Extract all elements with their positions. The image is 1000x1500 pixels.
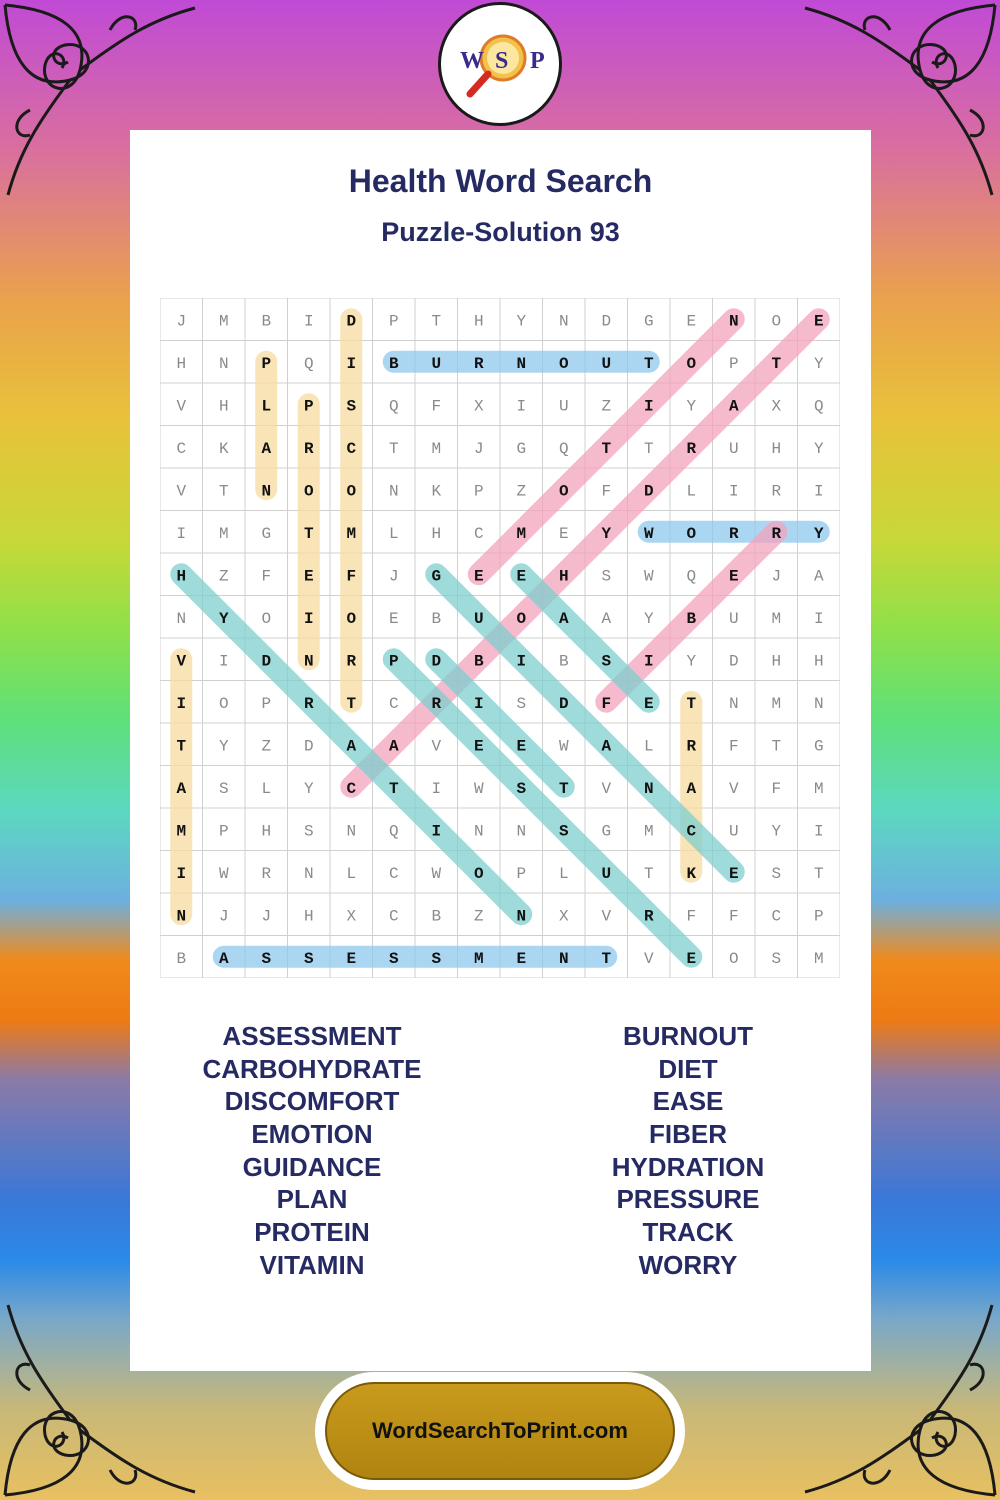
grid-cell-found: T	[601, 949, 612, 968]
word-list-item: PLAN	[276, 1184, 348, 1215]
grid-cell-found: S	[303, 949, 314, 968]
grid-cell-found: R	[431, 694, 442, 713]
grid-cell: P	[516, 864, 527, 883]
grid-cell: Z	[218, 567, 229, 586]
grid-cell: Y	[686, 652, 697, 671]
grid-cell: E	[388, 609, 399, 628]
grid-cell: Y	[813, 354, 824, 373]
grid-cell: S	[516, 694, 527, 713]
grid-cell-found: N	[176, 907, 187, 926]
word-list-item: EASE	[652, 1086, 724, 1117]
word-list-item: PRESSURE	[616, 1184, 760, 1215]
grid-cell-found: E	[346, 949, 357, 968]
grid-cell: C	[771, 907, 782, 926]
grid-cell-found: U	[601, 864, 612, 883]
grid-cell-found: A	[261, 439, 272, 458]
grid-cell: H	[473, 312, 484, 331]
grid-cell: Y	[643, 609, 654, 628]
grid-cell: N	[303, 864, 314, 883]
grid-cell: J	[473, 439, 484, 458]
grid-cell-found: O	[686, 524, 697, 543]
grid-cell-found: S	[601, 652, 612, 671]
grid-cell-found: B	[388, 354, 399, 373]
word-list-item: ASSESSMENT	[222, 1021, 402, 1051]
grid-cell-found: I	[643, 652, 654, 671]
grid-cell: E	[558, 524, 569, 543]
grid-cell: H	[771, 652, 782, 671]
grid-cell-found: I	[473, 694, 484, 713]
grid-cell-found: E	[516, 737, 527, 756]
grid-cell: I	[218, 652, 229, 671]
grid-cell-found: U	[601, 354, 612, 373]
grid-cell-found: O	[558, 482, 569, 501]
grid-cell: X	[346, 907, 357, 926]
grid-cell-found: C	[686, 822, 697, 841]
grid-cell-found: E	[728, 567, 739, 586]
grid-cell-found: N	[261, 482, 272, 501]
grid-cell: I	[813, 609, 824, 628]
grid-cell-found: R	[643, 907, 654, 926]
grid-cell: R	[261, 864, 272, 883]
page-title: Health Word Search	[348, 163, 653, 199]
site-banner[interactable]	[315, 1372, 685, 1490]
word-list-left	[162, 1020, 462, 1282]
grid-cell-found: A	[346, 737, 357, 756]
grid-cell: Y	[516, 312, 527, 331]
grid-cell: S	[771, 949, 782, 968]
grid-cell: I	[813, 482, 824, 501]
grid-cell-found: O	[473, 864, 484, 883]
grid-cell: G	[813, 737, 824, 756]
grid-cell: L	[558, 864, 569, 883]
grid-cell-found: E	[686, 949, 697, 968]
grid-cell-found: E	[728, 864, 739, 883]
grid-cell-found: U	[431, 354, 442, 373]
grid-cell-found: A	[218, 949, 229, 968]
site-logo[interactable]	[438, 2, 562, 126]
word-list-item: DIET	[658, 1053, 718, 1084]
grid-cell: N	[218, 354, 229, 373]
grid-cell-found: Y	[601, 524, 612, 543]
grid-cell: M	[813, 949, 824, 968]
grid-cell: C	[176, 439, 187, 458]
grid-cell-found: R	[686, 439, 697, 458]
grid-cell: Z	[261, 737, 272, 756]
grid-cell: P	[813, 907, 824, 926]
grid-cell: H	[261, 822, 272, 841]
grid-cell: Q	[558, 439, 569, 458]
grid-cell: N	[346, 822, 357, 841]
grid-canvas	[160, 298, 840, 978]
grid-cell-found: T	[686, 694, 697, 713]
grid-cell: I	[728, 482, 739, 501]
grid-cell-found: O	[303, 482, 314, 501]
grid-cell-found: O	[346, 609, 357, 628]
grid-cell: D	[728, 652, 739, 671]
grid-cell-found: I	[431, 822, 442, 841]
grid-cell-found: S	[346, 397, 357, 416]
grid-cell: V	[601, 907, 612, 926]
grid-cell: T	[218, 482, 229, 501]
word-list-item: BURNOUT	[623, 1021, 753, 1051]
grid-cell: I	[176, 524, 187, 543]
grid-cell: N	[728, 694, 739, 713]
grid-cell-found: T	[176, 737, 187, 756]
word-list-item: PROTEIN	[254, 1217, 370, 1248]
grid-cell-found: P	[261, 354, 272, 373]
grid-cell: B	[431, 609, 442, 628]
grid-cell: J	[176, 312, 187, 331]
word-list-item: VITAMIN	[259, 1249, 365, 1280]
grid-cell: A	[601, 609, 612, 628]
grid-cell: H	[218, 397, 229, 416]
word-search-grid	[160, 298, 840, 978]
logo-letter-w: W	[460, 48, 484, 74]
grid-cell: H	[771, 439, 782, 458]
grid-cell: P	[218, 822, 229, 841]
grid-cell: C	[388, 907, 399, 926]
grid-cell-found: G	[431, 567, 442, 586]
grid-cell-found: E	[813, 312, 824, 331]
grid-cell: F	[728, 737, 739, 756]
grid-cell: N	[558, 312, 569, 331]
grid-cell-found: S	[558, 822, 569, 841]
grid-cell: M	[431, 439, 442, 458]
grid-cell-found: K	[686, 864, 697, 883]
grid-cell: O	[728, 949, 739, 968]
grid-cell-found: L	[261, 397, 272, 416]
grid-cell-found: N	[643, 779, 654, 798]
grid-cell: K	[218, 439, 229, 458]
grid-cell-found: R	[686, 737, 697, 756]
grid-cell-found: D	[261, 652, 272, 671]
grid-cell-found: I	[643, 397, 654, 416]
word-list-item: GUIDANCE	[242, 1151, 382, 1182]
grid-cell: F	[601, 482, 612, 501]
grid-cell: T	[643, 439, 654, 458]
grid-cell: R	[771, 482, 782, 501]
grid-cell: T	[431, 312, 442, 331]
grid-cell: L	[346, 864, 357, 883]
grid-cell-found: E	[643, 694, 654, 713]
grid-cell: I	[813, 822, 824, 841]
grid-cell: A	[813, 567, 824, 586]
grid-cell: E	[686, 312, 697, 331]
magnifier-icon	[448, 24, 552, 104]
grid-cell-found: I	[303, 609, 314, 628]
grid-cell: F	[728, 907, 739, 926]
logo-letter-p: P	[530, 48, 545, 74]
grid-cell-found: N	[516, 907, 527, 926]
grid-cell: J	[261, 907, 272, 926]
grid-cell-found: R	[303, 694, 314, 713]
grid-cell: T	[771, 737, 782, 756]
grid-cell-found: S	[261, 949, 272, 968]
grid-cell: Q	[813, 397, 824, 416]
grid-cell: H	[303, 907, 314, 926]
grid-cell: K	[431, 482, 442, 501]
grid-cell: J	[218, 907, 229, 926]
grid-cell-found: R	[346, 652, 357, 671]
grid-cell: S	[218, 779, 229, 798]
grid-cell: O	[218, 694, 229, 713]
grid-cell: Z	[473, 907, 484, 926]
grid-cell-found: N	[303, 652, 314, 671]
grid-cell-found: A	[558, 609, 569, 628]
grid-cell-found: R	[303, 439, 314, 458]
grid-cell: L	[686, 482, 697, 501]
page-subtitle: Puzzle-Solution 93	[381, 217, 620, 247]
word-list-item: CARBOHYDRATE	[202, 1053, 422, 1084]
grid-cell: F	[431, 397, 442, 416]
grid-cell-found: P	[388, 652, 399, 671]
grid-cell-found: D	[346, 312, 357, 331]
grid-cell: L	[261, 779, 272, 798]
word-list-item: TRACK	[642, 1217, 734, 1248]
grid-cell: I	[303, 312, 314, 331]
grid-cell: U	[558, 397, 569, 416]
grid-cell: X	[473, 397, 484, 416]
grid-cell-found: U	[473, 609, 484, 628]
grid-cell: F	[771, 779, 782, 798]
grid-cell-found: R	[771, 524, 782, 543]
grid-cell: H	[176, 354, 187, 373]
grid-cell: X	[771, 397, 782, 416]
grid-cell: U	[728, 439, 739, 458]
grid-cell: P	[728, 354, 739, 373]
grid-cell-found: Y	[218, 609, 229, 628]
grid-cell: M	[643, 822, 654, 841]
grid-cell: D	[303, 737, 314, 756]
logo-letter-s: S	[495, 48, 509, 74]
grid-cell: N	[473, 822, 484, 841]
grid-cell-found: E	[303, 567, 314, 586]
grid-cell-found: M	[516, 524, 527, 543]
grid-cell: P	[261, 694, 272, 713]
grid-cell: M	[771, 694, 782, 713]
grid-cell-found: C	[346, 779, 357, 798]
grid-cell: F	[261, 567, 272, 586]
grid-cell: J	[771, 567, 782, 586]
grid-cell-found: A	[686, 779, 697, 798]
grid-cell: O	[261, 609, 272, 628]
grid-cell: W	[473, 779, 484, 798]
grid-cell: W	[643, 567, 654, 586]
grid-cell: G	[601, 822, 612, 841]
grid-cell: J	[388, 567, 399, 586]
grid-cell-found: H	[176, 567, 187, 586]
grid-cell: G	[516, 439, 527, 458]
grid-cell: M	[813, 779, 824, 798]
grid-cell-found: F	[601, 694, 612, 713]
grid-cell: T	[388, 439, 399, 458]
grid-cell: V	[431, 737, 442, 756]
grid-cell-found: N	[728, 312, 739, 331]
grid-cell-found: D	[643, 482, 654, 501]
grid-cell-found: N	[558, 949, 569, 968]
grid-cell: V	[601, 779, 612, 798]
grid-cell-found: C	[346, 439, 357, 458]
grid-cell-found: D	[558, 694, 569, 713]
grid-cell-found: S	[431, 949, 442, 968]
grid-cell: C	[388, 864, 399, 883]
grid-cell: W	[431, 864, 442, 883]
grid-cell-found: F	[346, 567, 357, 586]
grid-cell: Y	[218, 737, 229, 756]
grid-cell: L	[643, 737, 654, 756]
grid-cell: Y	[686, 397, 697, 416]
grid-cell: Q	[388, 822, 399, 841]
word-list-item: WORRY	[638, 1249, 738, 1280]
grid-cell: P	[388, 312, 399, 331]
grid-cell-found: S	[516, 779, 527, 798]
grid-cell: Y	[303, 779, 314, 798]
grid-cell-found: T	[346, 694, 357, 713]
grid-cell-found: A	[176, 779, 187, 798]
grid-cell: N	[813, 694, 824, 713]
grid-cell: H	[813, 652, 824, 671]
grid-cell: I	[516, 397, 527, 416]
grid-cell: Q	[686, 567, 697, 586]
grid-cell-found: O	[686, 354, 697, 373]
grid-cell-found: T	[601, 439, 612, 458]
grid-cell: Q	[303, 354, 314, 373]
word-list-item: FIBER	[649, 1119, 727, 1150]
grid-cell: T	[643, 864, 654, 883]
grid-cell-found: E	[473, 737, 484, 756]
grid-cell-found: T	[303, 524, 314, 543]
grid-cell: D	[601, 312, 612, 331]
grid-cell: T	[813, 864, 824, 883]
grid-cell: Q	[388, 397, 399, 416]
word-list-item: HYDRATION	[611, 1151, 765, 1182]
grid-cell: W	[558, 737, 569, 756]
grid-cell-found: T	[771, 354, 782, 373]
grid-cell-found: P	[303, 397, 314, 416]
grid-cell-found: M	[176, 822, 187, 841]
grid-cell: M	[218, 312, 229, 331]
grid-cell-found: S	[388, 949, 399, 968]
site-link[interactable]: WordSearchToPrint.com	[325, 1382, 675, 1480]
grid-cell-found: B	[473, 652, 484, 671]
grid-cell-found: I	[176, 694, 187, 713]
grid-cell: L	[388, 524, 399, 543]
grid-cell: G	[643, 312, 654, 331]
grid-cell: Y	[771, 822, 782, 841]
grid-cell: Z	[516, 482, 527, 501]
grid-cell: B	[431, 907, 442, 926]
grid-cell-found: R	[728, 524, 739, 543]
grid-cell: O	[771, 312, 782, 331]
word-list-right	[538, 1020, 838, 1282]
word-list-item: EMOTION	[251, 1119, 373, 1150]
grid-cell-found: D	[431, 652, 442, 671]
grid-cell-found: I	[176, 864, 187, 883]
grid-cell-found: R	[473, 354, 484, 373]
grid-cell: Y	[813, 439, 824, 458]
grid-cell: M	[771, 609, 782, 628]
grid-cell: X	[558, 907, 569, 926]
grid-cell: B	[261, 312, 272, 331]
grid-cell: I	[431, 779, 442, 798]
grid-cell: V	[728, 779, 739, 798]
word-list-item: DISCOMFORT	[224, 1086, 400, 1117]
grid-cell: M	[218, 524, 229, 543]
grid-cell-found: O	[516, 609, 527, 628]
grid-cell-found: W	[643, 524, 654, 543]
grid-cell-found: T	[643, 354, 654, 373]
grid-cell: W	[218, 864, 229, 883]
grid-cell: V	[176, 397, 187, 416]
grid-cell: F	[686, 907, 697, 926]
grid-cell-found: M	[473, 949, 484, 968]
grid-cell: C	[473, 524, 484, 543]
grid-cell: H	[431, 524, 442, 543]
grid-cell-found: M	[346, 524, 357, 543]
grid-cell-found: I	[516, 652, 527, 671]
grid-cell: S	[771, 864, 782, 883]
grid-cell: B	[176, 949, 187, 968]
grid-cell-found: Y	[813, 524, 824, 543]
grid-cell: V	[176, 482, 187, 501]
grid-cell-found: T	[388, 779, 399, 798]
grid-cell-found: O	[346, 482, 357, 501]
grid-cell: Z	[601, 397, 612, 416]
grid-cell-found: H	[558, 567, 569, 586]
grid-cell-found: A	[601, 737, 612, 756]
grid-cell-found: E	[473, 567, 484, 586]
grid-cell-found: V	[176, 652, 187, 671]
grid-cell-found: E	[516, 949, 527, 968]
grid-cell-found: A	[728, 397, 739, 416]
grid-cell: P	[473, 482, 484, 501]
grid-cell-found: A	[388, 737, 399, 756]
grid-cell: N	[388, 482, 399, 501]
grid-cell-found: E	[516, 567, 527, 586]
grid-cell-found: I	[346, 354, 357, 373]
grid-cell: N	[176, 609, 187, 628]
grid-cell: U	[728, 609, 739, 628]
grid-cell: N	[516, 822, 527, 841]
grid-cell-found: T	[558, 779, 569, 798]
grid-cell: S	[303, 822, 314, 841]
grid-cell: S	[601, 567, 612, 586]
grid-cell-found: B	[686, 609, 697, 628]
grid-cell-found: N	[516, 354, 527, 373]
grid-cell: B	[558, 652, 569, 671]
grid-cell: G	[261, 524, 272, 543]
grid-cell-found: O	[558, 354, 569, 373]
grid-cell: V	[643, 949, 654, 968]
grid-cell: C	[388, 694, 399, 713]
grid-cell: U	[728, 822, 739, 841]
